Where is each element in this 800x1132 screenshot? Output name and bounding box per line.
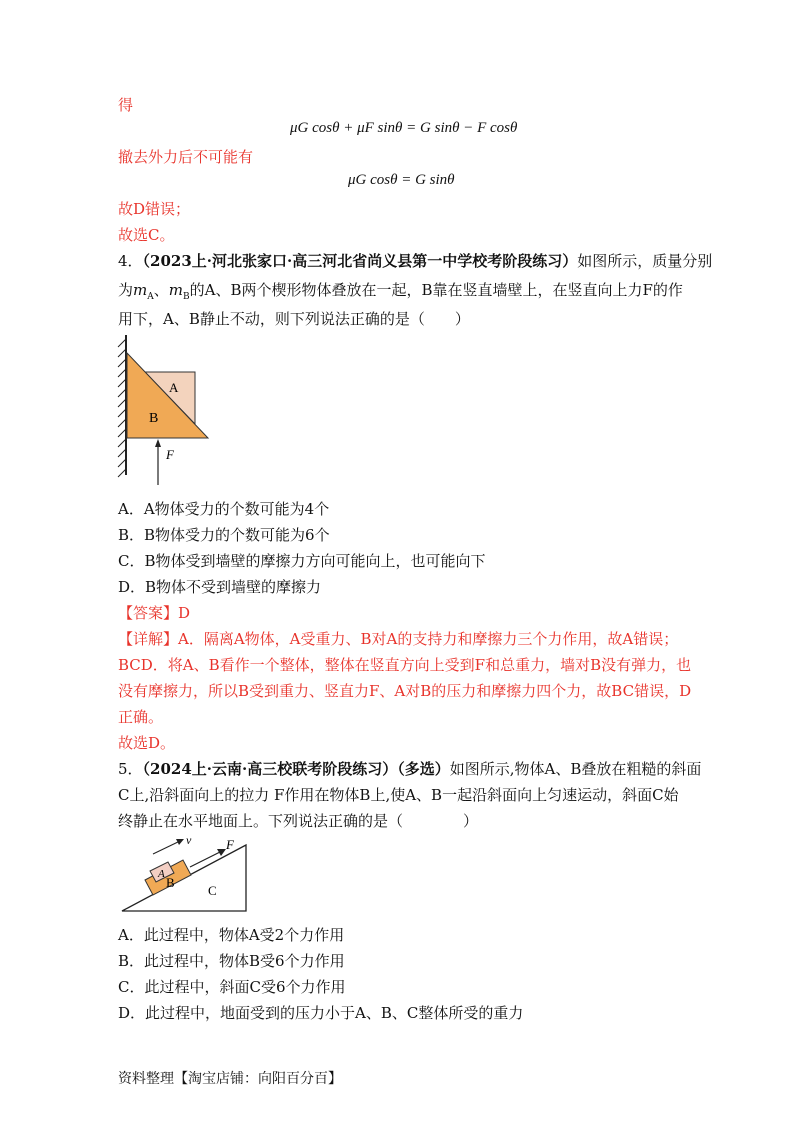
q4-line2 xyxy=(118,279,683,308)
velocity-arrow-line xyxy=(153,841,180,854)
label-f: F xyxy=(226,837,234,852)
intro-remove-force: 撤去外力后不可能有 xyxy=(118,148,254,166)
force-arrowhead xyxy=(155,439,161,447)
mass-a-sub: A xyxy=(147,292,154,302)
q4-figure xyxy=(112,335,222,485)
q5-option-d: D．此过程中，地面受到的压力小于A、B、C整体所受的重力 xyxy=(118,1004,524,1022)
q4-answer: 【答案】D xyxy=(118,604,191,622)
label-a: A xyxy=(158,868,165,880)
q5-option-c: C．此过程中，斜面C受6个力作用 xyxy=(118,978,346,996)
q4-option-b: B．B物体受力的个数可能为6个 xyxy=(118,526,330,544)
q5-number: 5． xyxy=(118,760,143,778)
q4-line1 xyxy=(118,250,712,272)
q4-option-d: D．B物体不受到墙壁的摩擦力 xyxy=(118,578,322,596)
q4-option-c: C．B物体受到墙壁的摩擦力方向可能向上，也可能向下 xyxy=(118,552,486,570)
q4-stem-1: 如图所示，质量分别 xyxy=(577,252,713,270)
q4-detail-4: 正确。 xyxy=(118,708,164,726)
q4-detail-3: 没有摩擦力，所以B受到重力、竖直力F、A对B的压力和摩擦力四个力，故BC错误，D xyxy=(118,682,692,700)
q4-source: （2023上·河北张家口·高三河北省尚义县第一中学校考阶段练习） xyxy=(142,252,578,270)
label-b: B xyxy=(166,875,175,890)
q4-number: 4． xyxy=(118,252,143,270)
label-b: B xyxy=(149,411,159,426)
label-c: C xyxy=(208,883,217,898)
q4-stem-2-prefix: 为 xyxy=(118,281,134,299)
intro-choose-c: 故选C。 xyxy=(118,226,175,244)
q5-option-b: B．此过程中，物体B受6个力作用 xyxy=(118,952,345,970)
q5-figure xyxy=(118,835,258,915)
mass-b-sub: B xyxy=(183,292,190,302)
q4-sep: 、 xyxy=(153,281,169,299)
q5-line3: 终静止在水平地面上。下列说法正确的是（ ） xyxy=(118,812,479,830)
label-v: v xyxy=(186,835,192,847)
q5-line2: C上,沿斜面向上的拉力 F作用在物体B上,使A、B一起沿斜面向上匀速运动，斜面C始 xyxy=(118,786,679,804)
wall-hatching xyxy=(118,339,126,477)
mass-b-symbol: m xyxy=(168,281,183,299)
q4-stem-2-suffix: 的A、B两个楔形物体叠放在一起，B靠在竖直墙壁上，在竖直向上力F的作 xyxy=(189,281,683,299)
equation-1: μG cosθ + μF sinθ = G sinθ − F cosθ xyxy=(290,120,518,136)
wedge-b xyxy=(127,353,208,438)
q4-detail-1: 【详解】A．隔离A物体，A受重力、B对A的支持力和摩擦力三个力作用，故A错误； xyxy=(118,630,679,648)
page-footer: 资料整理【淘宝店铺：向阳百分百】 xyxy=(118,1071,342,1087)
label-f: F xyxy=(166,447,174,462)
equation-2: μG cosθ = G sinθ xyxy=(348,172,455,188)
intro-de: 得 xyxy=(118,96,134,114)
q5-source: （2024上·云南·高三校联考阶段练习）（多选） xyxy=(142,760,450,778)
q5-line1 xyxy=(118,758,701,780)
q4-option-a: A．A物体受力的个数可能为4个 xyxy=(118,500,330,518)
label-a: A xyxy=(169,380,179,395)
q5-stem-1: 如图所示,物体A、B叠放在粗糙的斜面 xyxy=(449,760,702,778)
intro-d-wrong: 故D错误； xyxy=(118,200,191,218)
q4-detail-2: BCD．将A、B看作一个整体，整体在竖直方向上受到F和总重力，墙对B没有弹力，也 xyxy=(118,656,692,674)
mass-a-symbol: m xyxy=(133,281,148,299)
q4-line3: 用下，A、B静止不动，则下列说法正确的是（ ） xyxy=(118,310,470,328)
q4-detail-5: 故选D。 xyxy=(118,734,176,752)
q5-option-a: A．此过程中，物体A受2个力作用 xyxy=(118,926,345,944)
